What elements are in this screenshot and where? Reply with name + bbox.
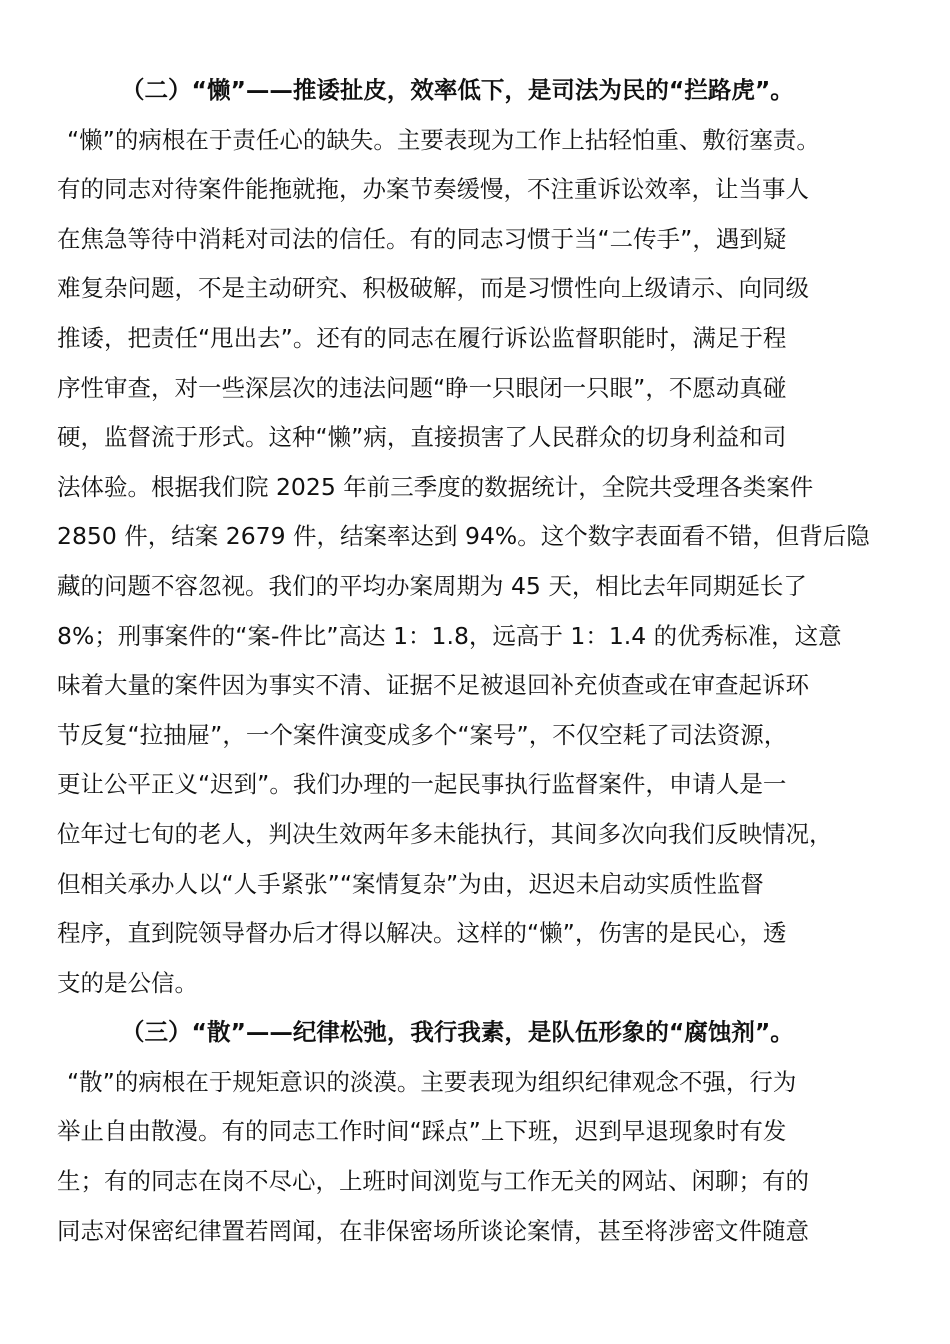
section-heading-3: （三）“散”——纪律松弛，我行我素，是队伍形象的“腐蚀剂”。 (121, 1018, 794, 1047)
paragraph-line: 程序，直到院领导督办后才得以解决。这样的“懒”，伤害的是民心，透 (57, 919, 787, 948)
paragraph-line: 同志对保密纪律置若罔闻，在非保密场所谈论案情，甚至将涉密文件随意 (57, 1216, 809, 1245)
paragraph-line: 推诿，把责任“甩出去”。还有的同志在履行诉讼监督职能时，满足于程 (57, 323, 787, 352)
paragraph-line: 在焦急等待中消耗对司法的信任。有的同志习惯于当“二传手”，遇到疑 (57, 224, 787, 253)
section-heading-2: （二）“懒”——推诿扯皮，效率低下，是司法为民的“拦路虎”。 (121, 76, 794, 104)
paragraph-line: 节反复“拉抽屉”，一个案件演变成多个“案号”，不仅空耗了司法资源， (57, 720, 788, 749)
paragraph-line: “散”的病根在于规矩意识的淡漠。主要表现为组织纪律观念不强，行为 (67, 1067, 797, 1096)
paragraph-line: 味着大量的案件因为事实不清、证据不足被退回补充侦查或在审查起诉环 (57, 671, 809, 700)
paragraph-line: 法体验。根据我们院 2025 年前三季度的数据统计，全院共受理各类案件 (57, 472, 814, 501)
paragraph-line: 生；有的同志在岗不尽心，上班时间浏览与工作无关的网站、闲聊；有的 (57, 1167, 809, 1196)
paragraph-line: 但相关承办人以“人手紧张”“案情复杂”为由，迟迟未启动实质性监督 (57, 869, 764, 898)
paragraph-line: 更让公平正义“迟到”。我们办理的一起民事执行监督案件，申请人是一 (57, 770, 787, 799)
paragraph-line: 藏的问题不容忽视。我们的平均办案周期为 45 天，相比去年同期延长了 (57, 571, 807, 600)
paragraph-line: 序性审查，对一些深层次的违法问题“睁一只眼闭一只眼”，不愿动真碰 (57, 373, 787, 402)
paragraph-line: 硬，监督流于形式。这种“懒”病，直接损害了人民群众的切身利益和司 (57, 423, 787, 452)
paragraph-line: 2850 件，结案 2679 件，结案率达到 94%。这个数字表面看不错，但背后隐 (57, 522, 870, 551)
paragraph-line: 有的同志对待案件能拖就拖，办案节奏缓慢，不注重诉讼效率，让当事人 (57, 175, 809, 204)
paragraph-line: 举止自由散漫。有的同志工作时间“踩点”上下班，迟到早退现象时有发 (57, 1117, 787, 1146)
paragraph-line: 支的是公信。 (57, 968, 198, 997)
paragraph-line: 8%；刑事案件的“案-件比”高达 1：1.8，远高于 1：1.4 的优秀标准，这意 (57, 621, 842, 650)
paragraph-line: 难复杂问题，不是主动研究、积极破解，而是习惯性向上级请示、向同级 (57, 274, 809, 303)
document-body (57, 66, 897, 1256)
paragraph-line: 位年过七旬的老人，判决生效两年多未能执行，其间多次向我们反映情况， (57, 819, 833, 848)
paragraph-line: “懒”的病根在于责任心的缺失。主要表现为工作上拈轻怕重、敷衍塞责。 (67, 125, 820, 154)
